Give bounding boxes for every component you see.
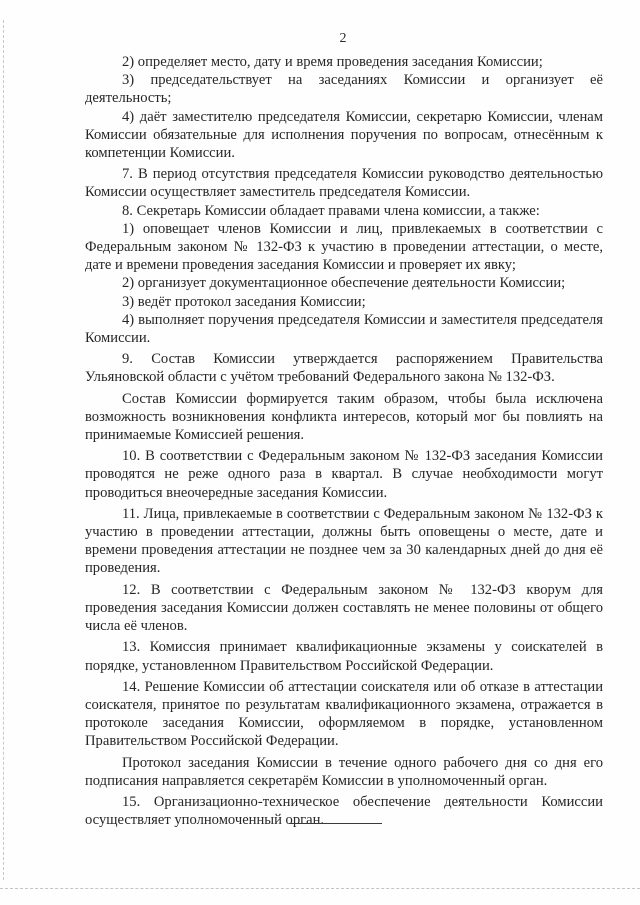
paragraph: 4) выполняет поручения председателя Комиссии и заместителя председателя Комиссии. <box>85 311 603 347</box>
paragraph: 11. Лица, привлекаемые в соответствии с Федеральным законом № 132-ФЗ к участию в проведении аттестации, должны быть оповещены о месте, дате и времени проведения аттестации не позднее чем за 30 календарных дней до дня её проведения. <box>85 505 603 577</box>
paragraph: 1) оповещает членов Комиссии и лиц, привлекаемых в соответствии с Федеральным законом № 132-ФЗ к участию в проведении аттестации, о месте, дате и времени проведения заседания Комиссии и проверяет их явку; <box>85 220 603 274</box>
paragraph: 2) определяет место, дату и время проведения заседания Комиссии; <box>122 54 543 70</box>
paragraph: 7. В период отсутствия председателя Комиссии руководство деятельностью Комиссии осуществляет заместитель председателя Комиссии. <box>85 166 603 201</box>
paragraph: 9. Состав Комиссии утверждается распоряжением Правительства Ульяновской области с учётом требований Федерального закона № 132-ФЗ. <box>85 351 603 386</box>
paragraph: Состав Комиссии формируется таким образом, чтобы была исключена возможность возникновения конфликта интересов, который мог бы повлиять на принимаемые Комиссией решения. <box>85 390 603 444</box>
paragraph: 8. Секретарь Комиссии обладает правами члена комиссии, а также: <box>122 202 540 219</box>
paragraph: 15. Организационно-техническое обеспечение деятельности Комиссии осуществляет уполномоченный орган. <box>85 793 603 829</box>
paragraph: 13. Комиссия принимает квалификационные экзамены у соискателей в порядке, установленном Правительством Российской Федерации. <box>85 639 603 674</box>
end-divider-line <box>289 823 382 824</box>
paragraph: 10. В соответствии с Федеральным законом № 132-ФЗ заседания Комиссии проводятся не реже одного раза в квартал. В случае необходимости могут проводиться внеочередные заседания Комиссии. <box>85 448 603 501</box>
document-body <box>85 53 603 829</box>
paragraph: 12. В соответствии с Федеральным законом № 132-ФЗ кворум для проведения заседания Комиссии должен составлять не менее половины от общего числа её членов. <box>85 581 603 635</box>
paragraph: 4) даёт заместителю председателя Комиссии, секретарю Комиссии, членам Комиссии обязательные для исполнения поручения по вопросам, отнесённым к компетенции Комиссии. <box>85 108 603 162</box>
paragraph: Протокол заседания Комиссии в течение одного рабочего дня со дня его подписания направляется секретарём Комиссии в уполномоченный орган. <box>85 754 603 789</box>
scan-edge-bottom <box>0 888 640 889</box>
page-number: 2 <box>339 31 347 46</box>
scan-edge-left <box>3 20 4 880</box>
paragraph: 3) председательствует на заседаниях Комиссии и организует её деятельность; <box>85 72 603 107</box>
paragraph: 14. Решение Комиссии об аттестации соискателя или об отказе в аттестации соискателя, принятое по результатам квалификационного экзамена, отражается в протоколе заседания Комиссии, оформляемом в порядке, установленном Правительством Российской Федерации. <box>85 678 603 750</box>
paragraph: 3) ведёт протокол заседания Комиссии; <box>122 293 366 310</box>
paragraph: 2) организует документационное обеспечение деятельности Комиссии; <box>122 275 566 292</box>
